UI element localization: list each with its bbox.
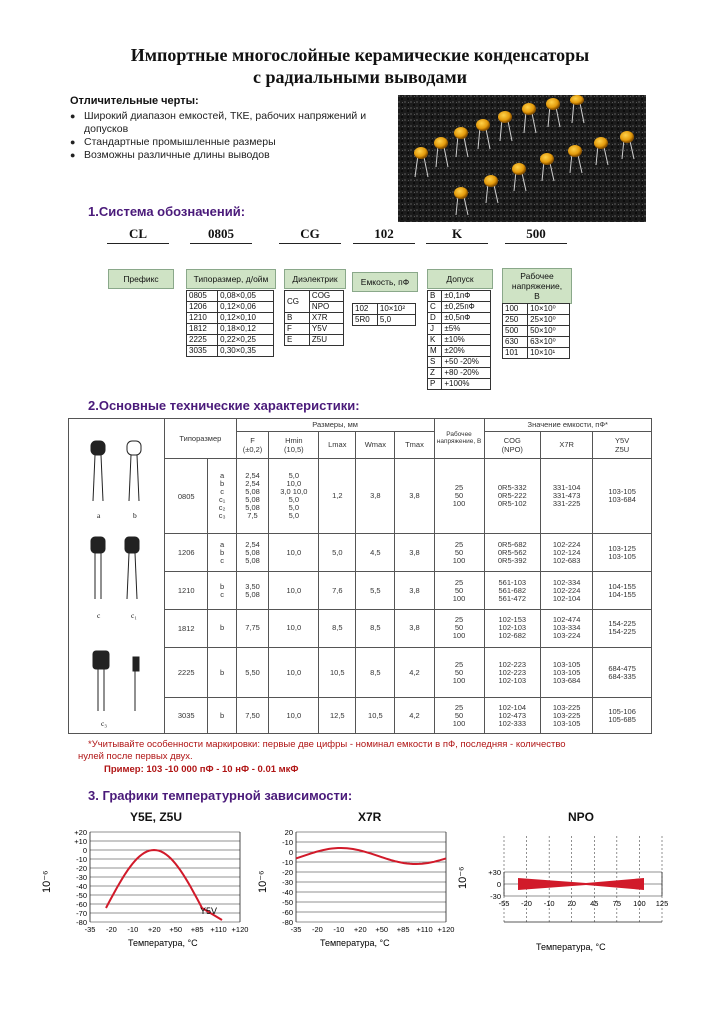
y-tick-label: -30 (282, 878, 293, 887)
cell-F: 2,54 5,08 5,08 (236, 534, 269, 572)
x-tick-label: +20 (353, 925, 367, 934)
cell-V: 25 50 100 (434, 572, 484, 610)
cell-form: b (208, 647, 236, 697)
cell: 1206 (187, 302, 218, 313)
cell-L: 8,5 (319, 610, 356, 648)
y-tick-label: -30 (76, 873, 87, 882)
cell-W: 8,5 (356, 647, 395, 697)
cell: 500 (503, 326, 528, 337)
header-size: Типоразмер (165, 419, 237, 459)
x-tick-label: +50 (169, 925, 183, 934)
table-row (187, 335, 274, 346)
cell-T: 4,2 (395, 698, 434, 734)
voltage-table (502, 303, 570, 359)
header-capacity: Значение емкости, пФ* (484, 419, 651, 432)
table-row (428, 324, 491, 335)
cell-x7r: 102-474 103-334 103-224 (541, 610, 593, 648)
cell-y5v: 105-106 105-685 (593, 698, 652, 734)
cell-W: 5,5 (356, 572, 395, 610)
table-row (187, 302, 274, 313)
header-Wmax: Wmax (356, 431, 395, 458)
cell-L: 10,5 (319, 647, 356, 697)
table-row (353, 304, 416, 315)
cell: COG (309, 291, 343, 302)
cell-H: 10,0 (269, 610, 319, 648)
cell-H: 10,0 (269, 572, 319, 610)
x-tick-label: -20 (312, 925, 323, 934)
table-row (428, 335, 491, 346)
label-capacity: Емкость, пФ (352, 272, 418, 292)
cell: X7R (309, 313, 343, 324)
cell: +80 -20% (442, 368, 491, 379)
chart1-xlabel: Температура, °С (128, 938, 198, 948)
code-underline (505, 243, 567, 244)
cell: CG (285, 291, 310, 313)
cell: ±10% (442, 335, 491, 346)
cell-x7r: 102-224 102-124 102-683 (541, 534, 593, 572)
cell-form: b (208, 610, 236, 648)
cell: B (285, 313, 310, 324)
cell: 50×10⁰ (528, 326, 570, 337)
header-npo-label: (NPO) (501, 444, 523, 454)
header-F (236, 431, 269, 458)
feature-item: ● Стандартные промышленные размеры (70, 136, 390, 149)
y-tick-label: +20 (74, 828, 87, 837)
code-underline (426, 243, 488, 244)
cell-T: 3,8 (395, 534, 434, 572)
tolerance-table (427, 290, 491, 390)
table-row (165, 572, 652, 610)
form-label-b: b (133, 511, 137, 520)
table-row (165, 458, 652, 534)
cell: 102 (353, 304, 378, 315)
header-Hmin (269, 431, 319, 458)
cell-x7r: 103-225 103-225 103-105 (541, 698, 593, 734)
y-tick-label: 0 (288, 848, 293, 857)
header-Tmax: Tmax (395, 431, 434, 458)
cell-F: 3,50 5,08 (236, 572, 269, 610)
cell-cog: 0R5-332 0R5-222 0R5-102 (484, 458, 541, 534)
chart2-ylabel: 10⁻⁶ (257, 870, 269, 893)
cell-F: 7,75 (236, 610, 269, 648)
cell: K (428, 335, 442, 346)
header-z5u-label: Z5U (615, 444, 630, 454)
table-row (187, 346, 274, 357)
features-list (70, 110, 390, 162)
cell-size: 1210 (165, 572, 208, 610)
cell-V: 25 50 100 (434, 647, 484, 697)
x-tick-label: +110 (416, 925, 433, 934)
cell-H: 10,0 (269, 647, 319, 697)
header-voltage: Рабочее напряжение, В (434, 419, 484, 459)
cell: 0,30×0,35 (218, 346, 274, 357)
x-tick-label: 75 (612, 899, 622, 908)
cell-form: a b c c₁ c₂ c₃ (208, 458, 236, 534)
header-y5v-label: Y5V (615, 435, 630, 445)
cell-L: 5,0 (319, 534, 356, 572)
cell: 1812 (187, 324, 218, 335)
y-tick-label: -30 (490, 892, 501, 901)
cell: 1210 (187, 313, 218, 324)
cell-V: 25 50 100 (434, 610, 484, 648)
cell-L: 12,5 (319, 698, 356, 734)
chart3-band (518, 878, 644, 890)
header-F-label: F (250, 435, 255, 445)
marking-note-line1: *Учитывайте особенности маркировки: первые две цифры - номинал емкости в пФ, последняя - количество (88, 739, 566, 750)
table-row (428, 346, 491, 357)
header-y5v (593, 431, 652, 458)
x-tick-label: +120 (437, 925, 455, 934)
cell-T: 3,8 (395, 572, 434, 610)
table-row (285, 324, 344, 335)
cell: 10×10² (377, 304, 415, 315)
table-row (165, 610, 652, 648)
cell-y5v: 684-475 684-335 (593, 647, 652, 697)
cell-W: 3,8 (356, 458, 395, 534)
header-Lmax: Lmax (319, 431, 356, 458)
x-tick-label: 100 (633, 899, 646, 908)
form-label-c: c (97, 611, 101, 620)
cell-T: 3,8 (395, 458, 434, 534)
cell-cog: 102-104 102-473 102-333 (484, 698, 541, 734)
cell-L: 1,2 (319, 458, 356, 534)
chart1-series-label: Y5V (200, 906, 218, 916)
feature-item: ● Широкий диапазон емкостей, ТКЕ, рабочих напряжений и допусков (70, 110, 390, 136)
table-row (503, 326, 570, 337)
cell-x7r: 331-104 331-473 331-225 (541, 458, 593, 534)
label-voltage-l3: В (534, 291, 540, 301)
chart1-ylabel: 10⁻⁶ (41, 870, 53, 893)
capacity-table (352, 303, 416, 326)
label-prefix: Префикс (108, 269, 174, 289)
cell: 250 (503, 315, 528, 326)
chart3-ylabel: 10⁻⁶ (457, 866, 469, 889)
cell-W: 4,5 (356, 534, 395, 572)
y-tick-label: -10 (282, 858, 293, 867)
cell: ±0,5пФ (442, 313, 491, 324)
cell: 101 (503, 348, 528, 359)
cell: ±20% (442, 346, 491, 357)
cell-size: 1206 (165, 534, 208, 572)
cell: P (428, 379, 442, 390)
cell: E (285, 335, 310, 346)
cell: NPO (309, 302, 343, 313)
chart2-title: X7R (358, 810, 382, 824)
cell-V: 25 50 100 (434, 534, 484, 572)
section-3-heading: 3. Графики температурной зависимости: (88, 788, 353, 803)
table-row (428, 291, 491, 302)
chart1-y5e-z5u (40, 826, 250, 954)
table-row (285, 313, 344, 324)
code-underline (353, 243, 415, 244)
code-capacity: 102 (374, 226, 394, 241)
x-tick-label: +50 (375, 925, 389, 934)
cell: B (428, 291, 442, 302)
table-row (285, 335, 344, 346)
cell: 2225 (187, 335, 218, 346)
cell-H: 10,0 (269, 698, 319, 734)
x-tick-label: +85 (396, 925, 410, 934)
y-tick-label: -20 (282, 868, 293, 877)
section-1-heading: 1.Система обозначений: (88, 204, 246, 219)
y-tick-label: -40 (76, 882, 87, 891)
page-subtitle: с радиальными выводами (253, 67, 467, 87)
cell-y5v: 103-125 103-105 (593, 534, 652, 572)
cell-cog: 561-103 561-682 561-472 (484, 572, 541, 610)
code-tolerance: K (451, 226, 463, 241)
cell-size: 3035 (165, 698, 208, 734)
x-tick-label: -10 (333, 925, 345, 934)
cell: J (428, 324, 442, 335)
y-tick-label: -10 (76, 855, 87, 864)
table-row (428, 368, 491, 379)
table-row (187, 324, 274, 335)
code-size: 0805 (208, 226, 234, 241)
cell: 25×10⁰ (528, 315, 570, 326)
y-tick-label: -80 (76, 918, 87, 927)
cell: 0,12×0,06 (218, 302, 274, 313)
y-tick-label: -80 (282, 918, 293, 927)
table-row (165, 698, 652, 734)
label-voltage (502, 268, 572, 304)
x-tick-label: -55 (498, 899, 510, 908)
table-row (503, 337, 570, 348)
page-title: Импортные многослойные керамические конденсаторы (130, 45, 590, 65)
header-cog (484, 431, 541, 458)
cell: ±0,1пФ (442, 291, 491, 302)
dielectric-table (284, 290, 344, 346)
cell: 0,22×0,25 (218, 335, 274, 346)
x-tick-label: -35 (84, 925, 96, 934)
x-tick-label: -20 (106, 925, 117, 934)
cell-V: 25 50 100 (434, 698, 484, 734)
cell-cog: 102-223 102-223 102-103 (484, 647, 541, 697)
cell: Z (428, 368, 442, 379)
y-tick-label: +10 (74, 837, 87, 846)
table-row (165, 419, 652, 432)
y-tick-label: -10 (282, 838, 293, 847)
cell: 630 (503, 337, 528, 348)
code-prefix: CL (128, 226, 148, 241)
cell: D (428, 313, 442, 324)
cell-x7r: 103-105 103-105 103-684 (541, 647, 593, 697)
cell-cog: 102-153 102-103 102-682 (484, 610, 541, 648)
header-cog-label: COG (503, 435, 521, 445)
cell: 10×10¹ (528, 348, 570, 359)
table-row (165, 647, 652, 697)
cell: ±5% (442, 324, 491, 335)
code-underline (107, 243, 169, 244)
y-tick-label: -20 (76, 864, 87, 873)
y-tick-label: 20 (284, 828, 293, 837)
cell: Y5V (309, 324, 343, 335)
chart2-x7r (256, 826, 456, 954)
cell: 5,0 (377, 315, 415, 326)
label-tolerance: Допуск (427, 269, 493, 289)
cell-W: 8,5 (356, 610, 395, 648)
x-tick-label: 45 (590, 899, 599, 908)
table-row (428, 357, 491, 368)
x-tick-label: +20 (147, 925, 161, 934)
cell-size: 0805 (165, 458, 208, 534)
cell-F: 5,50 (236, 647, 269, 697)
cell: 5R0 (353, 315, 378, 326)
y-tick-label: -50 (282, 898, 293, 907)
header-dims: Размеры, мм (236, 419, 434, 432)
cell: ±0,25пФ (442, 302, 491, 313)
cell-y5v: 104-155 104-155 (593, 572, 652, 610)
cell: C (428, 302, 442, 313)
cell: S (428, 357, 442, 368)
code-voltage: 500 (526, 226, 546, 241)
cell-y5v: 103-105 103-684 (593, 458, 652, 534)
x-tick-label: +120 (231, 925, 249, 934)
cell-y5v: 154-225 154-225 (593, 610, 652, 648)
capacitors-photo (398, 95, 646, 222)
cell-form: b c (208, 572, 236, 610)
cell-x7r: 102-334 102-224 102-104 (541, 572, 593, 610)
cell-H: 10,0 (269, 534, 319, 572)
cell-T: 3,8 (395, 610, 434, 648)
table-row (503, 315, 570, 326)
cell: 0,08×0,05 (218, 291, 274, 302)
x-tick-label: -20 (521, 899, 532, 908)
table-row (187, 313, 274, 324)
cell: F (285, 324, 310, 335)
cell-form: b (208, 698, 236, 734)
form-label-c1: c₁ (131, 611, 137, 620)
cell-T: 4,2 (395, 647, 434, 697)
size-table (186, 290, 274, 357)
header-x7r: X7R (541, 431, 593, 458)
table-row (428, 302, 491, 313)
cell-W: 10,5 (356, 698, 395, 734)
feature-item: ● Возможны различные длины выводов (70, 149, 390, 162)
cell-form: a b c (208, 534, 236, 572)
header-Hmin-val: (10,5) (284, 444, 304, 454)
table-row (428, 379, 491, 390)
y-tick-label: 0 (82, 846, 87, 855)
marking-note-line2: нулей после первых двух. (78, 751, 193, 762)
table-row (165, 431, 652, 458)
chart3-npo (456, 826, 676, 954)
form-label-a: a (97, 511, 101, 520)
cell: 0805 (187, 291, 218, 302)
x-tick-label: -10 (127, 925, 139, 934)
y-tick-label: -70 (76, 909, 87, 918)
x-tick-label: 125 (655, 899, 669, 908)
header-F-tol: (±0,2) (242, 444, 263, 454)
label-dielectric: Диэлектрик (284, 269, 346, 289)
section-2-heading: 2.Основные технические характеристики: (88, 398, 360, 413)
marking-example: Пример: 103 -10 000 пФ - 10 нФ - 0.01 мкФ (104, 764, 299, 775)
y-tick-label: 0 (496, 880, 501, 889)
chart2-xlabel: Температура, °С (320, 938, 390, 948)
cell: 0,12×0,10 (218, 313, 274, 324)
cell-L: 7,6 (319, 572, 356, 610)
cell-F: 7,50 (236, 698, 269, 734)
features-heading: Отличительные черты: (70, 95, 199, 107)
cell: +100% (442, 379, 491, 390)
chart2-curve (296, 848, 446, 864)
table-row (428, 313, 491, 324)
cell-V: 25 50 100 (434, 458, 484, 534)
cell-size: 2225 (165, 647, 208, 697)
cell-size: 1812 (165, 610, 208, 648)
cell: Z5U (309, 335, 343, 346)
capacitor-forms-panel (68, 418, 164, 734)
x-tick-label: -35 (290, 925, 302, 934)
cell-H: 5,0 10,0 3,0 10,0 5,0 5,0 5,0 (269, 458, 319, 534)
y-tick-label: -60 (282, 908, 293, 917)
chart3-title: NPO (568, 810, 595, 824)
cell: 0,18×0,12 (218, 324, 274, 335)
characteristics-table (164, 418, 652, 734)
table-row (353, 315, 416, 326)
x-tick-label: -10 (543, 899, 555, 908)
code-underline (190, 243, 252, 244)
code-dielectric: CG (300, 226, 320, 241)
cell: 3035 (187, 346, 218, 357)
cell-cog: 0R5-682 0R5-562 0R5-392 (484, 534, 541, 572)
label-voltage-l2: напряжение, (511, 281, 563, 291)
cell: 63×10⁰ (528, 337, 570, 348)
x-tick-label: +85 (190, 925, 204, 934)
cell-F: 2,54 2,54 5,08 5,08 5,08 7,5 (236, 458, 269, 534)
table-row (503, 304, 570, 315)
cell: 10×10⁰ (528, 304, 570, 315)
y-tick-label: -40 (282, 888, 293, 897)
header-Hmin-label: Hmin (285, 435, 303, 445)
cell: 100 (503, 304, 528, 315)
table-row (165, 534, 652, 572)
cell: +50 -20% (442, 357, 491, 368)
label-voltage-l1: Рабочее (520, 271, 554, 281)
chart3-xlabel: Температура, °С (536, 942, 606, 952)
code-underline (279, 243, 341, 244)
y-tick-label: +30 (488, 868, 501, 877)
cell: M (428, 346, 442, 357)
y-tick-label: -50 (76, 891, 87, 900)
chart1-title: Y5E, Z5U (130, 810, 183, 824)
form-label-c3: c₃ (101, 719, 107, 728)
table-row (503, 348, 570, 359)
y-tick-label: -60 (76, 900, 87, 909)
label-size: Типоразмер, д/ойм (186, 269, 276, 289)
x-tick-label: 20 (567, 899, 576, 908)
x-tick-label: +110 (210, 925, 227, 934)
table-row (187, 291, 274, 302)
table-row (285, 291, 344, 302)
